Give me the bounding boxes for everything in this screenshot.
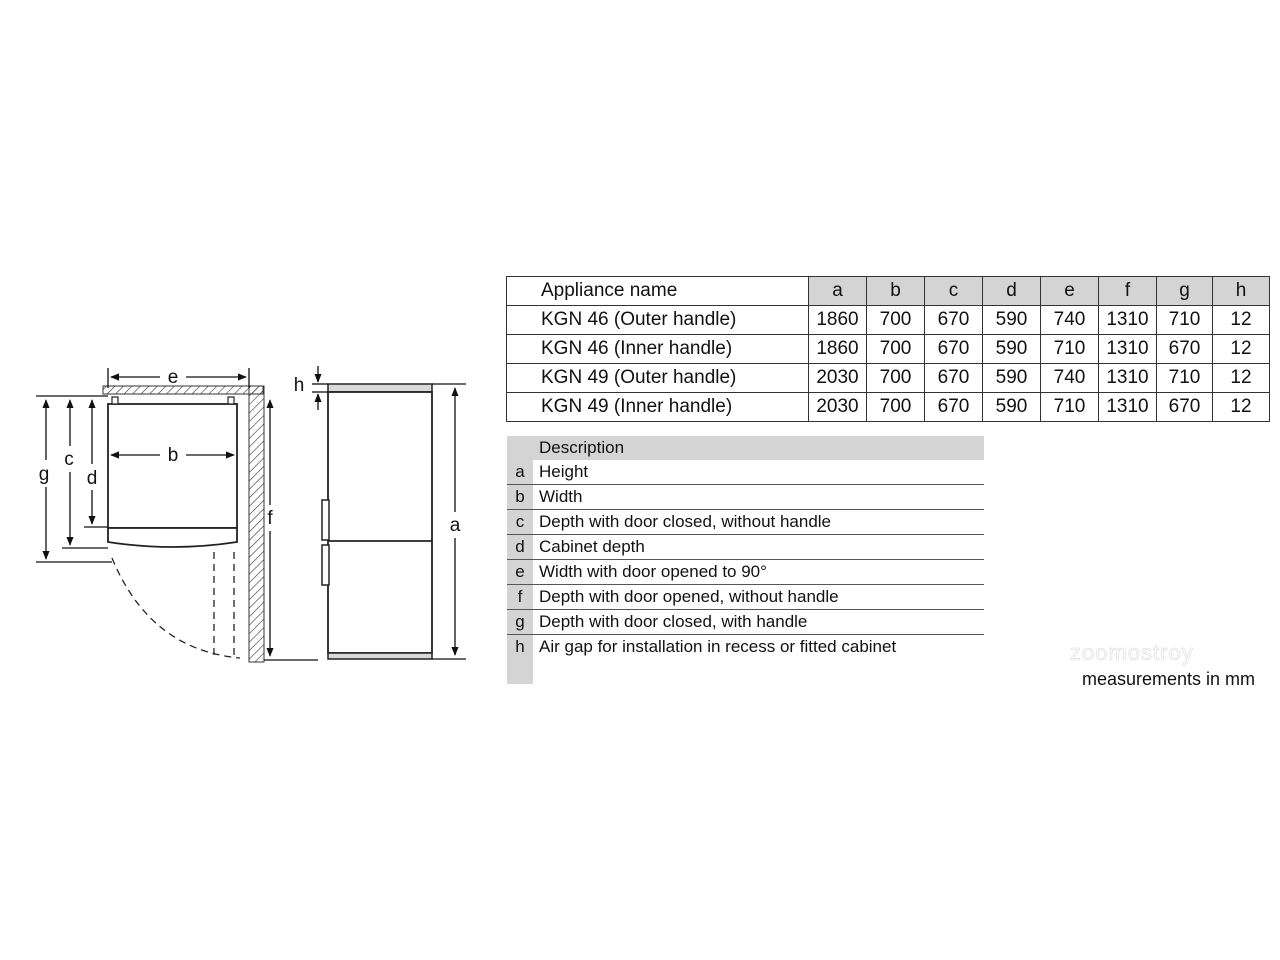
dimensions-table <box>506 276 1270 422</box>
fridge-top-view <box>108 397 240 658</box>
table-cell: 710 <box>1041 335 1099 364</box>
dim-label-b: b <box>167 445 179 466</box>
dim-label-c: c <box>64 449 74 470</box>
column-header: h <box>1213 277 1270 306</box>
dim-label-a: a <box>449 515 461 536</box>
legend-row <box>507 460 984 485</box>
table-cell: 700 <box>867 364 925 393</box>
dim-label-e: e <box>167 367 179 388</box>
table-cell: 670 <box>1157 335 1213 364</box>
table-cell: 2030 <box>809 364 867 393</box>
table-row <box>507 364 1270 393</box>
table-cell: 740 <box>1041 306 1099 335</box>
watermark: zoomostroy <box>1070 640 1194 665</box>
table-cell: 1310 <box>1099 306 1157 335</box>
legend-key: e <box>515 562 525 581</box>
legend-text: Cabinet depth <box>539 537 645 556</box>
table-cell: 590 <box>983 335 1041 364</box>
column-header: f <box>1099 277 1157 306</box>
table-header-row <box>507 277 1270 306</box>
dim-label-f: f <box>267 508 273 529</box>
table-cell: 1310 <box>1099 364 1157 393</box>
appliance-name-cell: KGN 49 (Outer handle) <box>507 364 809 393</box>
table-cell: 1860 <box>809 306 867 335</box>
description-legend <box>507 436 984 684</box>
dim-label-h: h <box>293 375 305 396</box>
column-header: g <box>1157 277 1213 306</box>
dim-label-g: g <box>38 464 50 485</box>
table-cell: 590 <box>983 364 1041 393</box>
legend-row <box>507 510 984 535</box>
legend-row <box>507 535 984 560</box>
table-cell: 710 <box>1157 306 1213 335</box>
legend-key: b <box>515 487 525 506</box>
table-cell: 12 <box>1213 364 1270 393</box>
table-cell: 670 <box>925 393 983 422</box>
column-header: c <box>925 277 983 306</box>
legend-row <box>507 610 984 635</box>
table-row <box>507 306 1270 335</box>
legend-row <box>507 635 984 660</box>
fridge-dimension-diagram <box>0 0 500 700</box>
table-cell: 12 <box>1213 335 1270 364</box>
legend-key: g <box>515 612 525 631</box>
table-cell: 700 <box>867 335 925 364</box>
legend-text: Depth with door opened, without handle <box>539 587 839 606</box>
legend-title: Description <box>533 436 984 460</box>
table-cell: 1310 <box>1099 393 1157 422</box>
table-cell: 670 <box>1157 393 1213 422</box>
dim-label-d: d <box>86 468 98 489</box>
units-note: measurements in mm <box>1082 669 1256 689</box>
legend-key: a <box>515 462 525 481</box>
table-cell: 700 <box>867 306 925 335</box>
table-cell: 670 <box>925 364 983 393</box>
legend-text: Width <box>539 487 583 506</box>
table-cell: 12 <box>1213 393 1270 422</box>
legend-text: Depth with door closed, without handle <box>539 512 832 531</box>
table-cell: 1860 <box>809 335 867 364</box>
legend-row <box>507 485 984 510</box>
legend-text: Air gap for installation in recess or fitted cabinet <box>539 637 897 656</box>
legend-text: Width with door opened to 90° <box>539 562 767 581</box>
table-cell: 2030 <box>809 393 867 422</box>
legend-key: h <box>515 637 525 656</box>
table-cell: 590 <box>983 306 1041 335</box>
legend-text: Height <box>539 462 589 481</box>
table-cell: 700 <box>867 393 925 422</box>
table-cell: 710 <box>1041 393 1099 422</box>
table-cell: 740 <box>1041 364 1099 393</box>
legend-key: f <box>517 587 523 606</box>
table-cell: 670 <box>925 306 983 335</box>
appliance-name-cell: KGN 46 (Inner handle) <box>507 335 809 364</box>
column-header: b <box>867 277 925 306</box>
column-header: Appliance name <box>507 277 809 306</box>
column-header: d <box>983 277 1041 306</box>
legend-row <box>507 560 984 585</box>
lower-handle-icon <box>322 545 329 585</box>
legend-text: Depth with door closed, with handle <box>539 612 808 631</box>
table-cell: 590 <box>983 393 1041 422</box>
table-cell: 670 <box>925 335 983 364</box>
table-row <box>507 393 1270 422</box>
appliance-name-cell: KGN 46 (Outer handle) <box>507 306 809 335</box>
table-cell: 1310 <box>1099 335 1157 364</box>
legend-key: d <box>515 537 525 556</box>
upper-handle-icon <box>322 500 329 540</box>
legend-row <box>507 585 984 610</box>
column-header: e <box>1041 277 1099 306</box>
column-header: a <box>809 277 867 306</box>
fridge-side-view <box>322 384 432 659</box>
table-cell: 710 <box>1157 364 1213 393</box>
legend-key: c <box>515 512 525 531</box>
table-cell: 12 <box>1213 306 1270 335</box>
appliance-name-cell: KGN 49 (Inner handle) <box>507 393 809 422</box>
table-row <box>507 335 1270 364</box>
